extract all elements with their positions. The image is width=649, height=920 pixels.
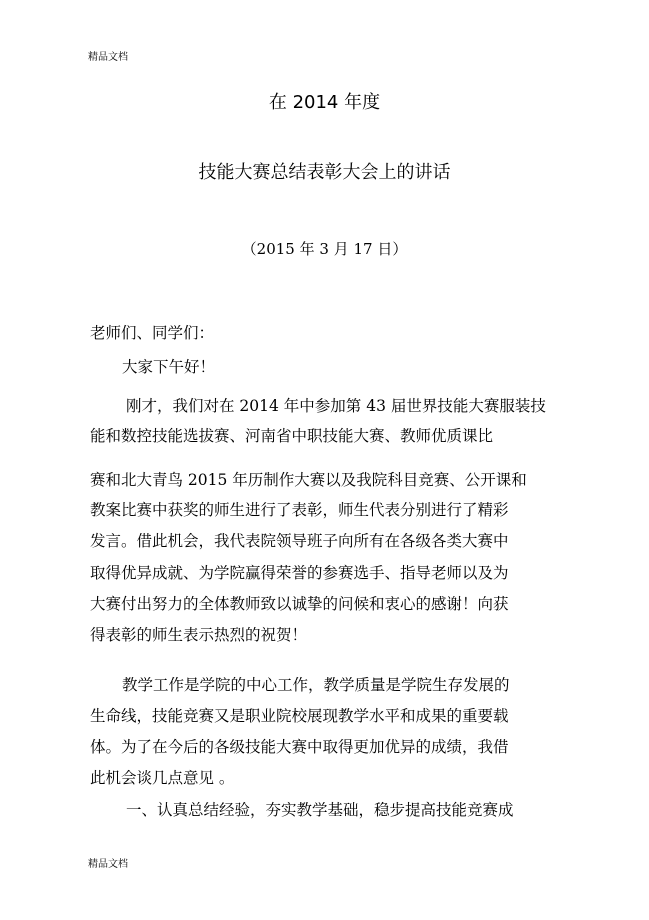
paragraph-line: 生命线，技能竞赛又是职业院校展现教学水平和成果的重要载 — [90, 707, 509, 725]
paragraph-line: 能和数控技能选拔赛、河南省中职技能大赛、教师优质课比 — [90, 427, 494, 445]
title-line-1: 在 2014 年度 — [268, 92, 381, 113]
paragraph-line: 赛和北大青鸟 2015 年历制作大赛以及我院科目竞赛、公开课和 — [90, 471, 527, 489]
paragraph-line: 取得优异成就、为学院赢得荣誉的参赛选手、指导老师以及为 — [90, 564, 509, 582]
title-line-2: 技能大赛总结表彰大会上的讲话 — [198, 162, 451, 183]
salutation: 老师们、同学们： — [90, 324, 215, 342]
speech-date: （2015 年 3 月 17 日） — [241, 240, 408, 258]
greeting: 大家下午好！ — [122, 358, 216, 376]
page-footer: 精品文档 — [88, 859, 128, 870]
paragraph-line: 教学工作是学院的中心工作，教学质量是学院生存发展的 — [122, 676, 510, 694]
paragraph-line: 教案比赛中获奖的师生进行了表彰，师生代表分别进行了精彩 — [90, 501, 509, 519]
paragraph-line: 刚才，我们对在 2014 年中参加第 43 届世界技能大赛服装技 — [126, 397, 546, 415]
paragraph-line: 发言。借此机会，我代表院领导班子向所有在各级各类大赛中 — [90, 532, 509, 550]
paragraph-line: 此机会谈几点意见 。 — [90, 769, 235, 787]
paragraph-line: 大赛付出努力的全体教师致以诚挚的问候和衷心的感谢！向获 — [90, 595, 509, 613]
page-header: 精品文档 — [88, 52, 128, 63]
section-heading-1: 一、认真总结经验，夯实教学基础，稳步提高技能竞赛成 — [126, 801, 514, 819]
paragraph-line: 得表彰的师生表示热烈的祝贺！ — [90, 626, 308, 644]
paragraph-line: 体。为了在今后的各级技能大赛中取得更加优异的成绩，我借 — [90, 738, 509, 756]
